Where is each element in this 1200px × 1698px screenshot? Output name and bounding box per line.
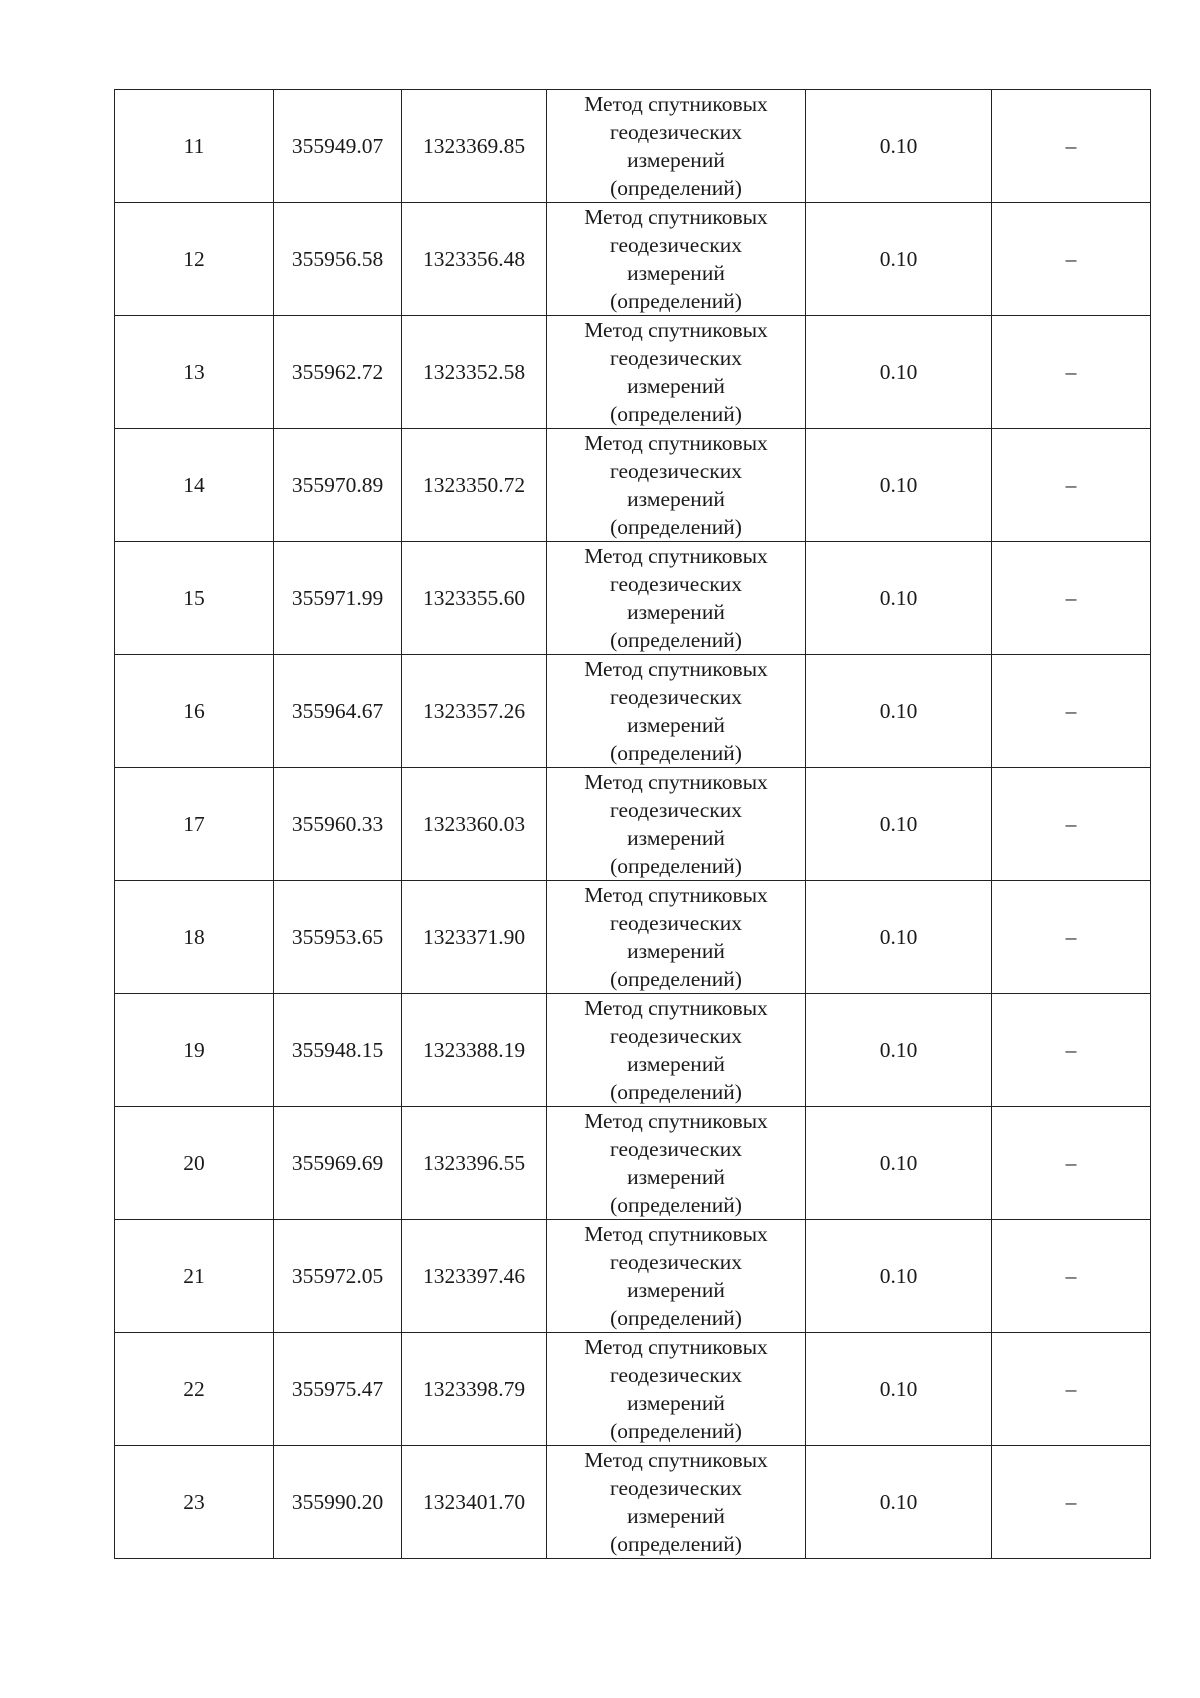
- table-row: [115, 1107, 1151, 1220]
- table-row: [115, 542, 1151, 655]
- method-line: геодезических: [609, 1363, 743, 1387]
- method-line: Метод спутниковых: [584, 92, 768, 116]
- coordinate-x-cell: 355990.20: [274, 1446, 402, 1559]
- coordinate-y-cell: 1323371.90: [402, 881, 547, 994]
- method-line: Метод спутниковых: [584, 1109, 768, 1133]
- method-line: измерений: [627, 1391, 725, 1415]
- method-line: геодезических: [609, 459, 743, 483]
- coordinate-x-cell: 355975.47: [274, 1333, 402, 1446]
- method-line: Метод спутниковых: [584, 1448, 768, 1472]
- method-line: Метод спутниковых: [584, 544, 768, 568]
- point-number-cell: 16: [115, 655, 274, 768]
- accuracy-cell: 0.10: [806, 1333, 992, 1446]
- coordinate-x-cell: 355953.65: [274, 881, 402, 994]
- accuracy-cell: 0.10: [806, 1107, 992, 1220]
- coordinate-y-cell: 1323355.60: [402, 542, 547, 655]
- method-cell: [547, 90, 806, 203]
- coordinate-x-cell: 355949.07: [274, 90, 402, 203]
- method-line: (определений): [610, 402, 742, 426]
- table-row: [115, 768, 1151, 881]
- method-line: измерений: [627, 1165, 725, 1189]
- method-cell: [547, 1107, 806, 1220]
- method-line: геодезических: [609, 1024, 743, 1048]
- method-cell: [547, 1333, 806, 1446]
- point-number-cell: 22: [115, 1333, 274, 1446]
- accuracy-cell: 0.10: [806, 90, 992, 203]
- method-line: Метод спутниковых: [584, 318, 768, 342]
- method-line: измерений: [627, 1052, 725, 1076]
- method-cell: [547, 1446, 806, 1559]
- method-line: (определений): [610, 1532, 742, 1556]
- method-line: (определений): [610, 289, 742, 313]
- point-number-cell: 19: [115, 994, 274, 1107]
- method-line: измерений: [627, 148, 725, 172]
- coordinate-x-cell: 355964.67: [274, 655, 402, 768]
- coordinate-x-cell: 355969.69: [274, 1107, 402, 1220]
- table-row: [115, 1333, 1151, 1446]
- table-row: [115, 881, 1151, 994]
- point-number-cell: 17: [115, 768, 274, 881]
- table-row: [115, 316, 1151, 429]
- method-line: геодезических: [609, 120, 743, 144]
- method-line: измерений: [627, 1504, 725, 1528]
- method-line: Метод спутниковых: [584, 1335, 768, 1359]
- method-line: измерений: [627, 939, 725, 963]
- method-line: измерений: [627, 261, 725, 285]
- method-line: Метод спутниковых: [584, 205, 768, 229]
- method-line: геодезических: [609, 1476, 743, 1500]
- method-cell: [547, 542, 806, 655]
- method-cell: [547, 203, 806, 316]
- description-cell: –: [992, 316, 1151, 429]
- point-number-cell: 13: [115, 316, 274, 429]
- coordinate-x-cell: 355970.89: [274, 429, 402, 542]
- point-number-cell: 23: [115, 1446, 274, 1559]
- method-line: (определений): [610, 741, 742, 765]
- method-line: геодезических: [609, 346, 743, 370]
- point-number-cell: 18: [115, 881, 274, 994]
- accuracy-cell: 0.10: [806, 203, 992, 316]
- method-line: геодезических: [609, 685, 743, 709]
- method-line: измерений: [627, 1278, 725, 1302]
- point-number-cell: 21: [115, 1220, 274, 1333]
- method-line: Метод спутниковых: [584, 1222, 768, 1246]
- coordinate-x-cell: 355972.05: [274, 1220, 402, 1333]
- method-line: (определений): [610, 967, 742, 991]
- method-line: (определений): [610, 1080, 742, 1104]
- coordinate-y-cell: 1323356.48: [402, 203, 547, 316]
- accuracy-cell: 0.10: [806, 881, 992, 994]
- method-line: геодезических: [609, 798, 743, 822]
- point-number-cell: 20: [115, 1107, 274, 1220]
- method-line: (определений): [610, 515, 742, 539]
- coordinate-x-cell: 355956.58: [274, 203, 402, 316]
- method-line: геодезических: [609, 1250, 743, 1274]
- coordinate-y-cell: 1323388.19: [402, 994, 547, 1107]
- coordinate-x-cell: 355971.99: [274, 542, 402, 655]
- description-cell: –: [992, 203, 1151, 316]
- coordinate-x-cell: 355960.33: [274, 768, 402, 881]
- method-cell: [547, 655, 806, 768]
- coordinate-y-cell: 1323398.79: [402, 1333, 547, 1446]
- coordinate-y-cell: 1323397.46: [402, 1220, 547, 1333]
- method-line: Метод спутниковых: [584, 657, 768, 681]
- coordinate-x-cell: 355948.15: [274, 994, 402, 1107]
- table-row: [115, 90, 1151, 203]
- method-line: (определений): [610, 176, 742, 200]
- method-line: Метод спутниковых: [584, 996, 768, 1020]
- method-cell: [547, 1220, 806, 1333]
- method-line: измерений: [627, 374, 725, 398]
- method-line: геодезических: [609, 233, 743, 257]
- method-cell: [547, 429, 806, 542]
- table-row: [115, 429, 1151, 542]
- coordinate-y-cell: 1323360.03: [402, 768, 547, 881]
- point-number-cell: 11: [115, 90, 274, 203]
- coordinate-y-cell: 1323357.26: [402, 655, 547, 768]
- accuracy-cell: 0.10: [806, 655, 992, 768]
- accuracy-cell: 0.10: [806, 542, 992, 655]
- coordinate-x-cell: 355962.72: [274, 316, 402, 429]
- coordinate-y-cell: 1323396.55: [402, 1107, 547, 1220]
- description-cell: –: [992, 768, 1151, 881]
- point-number-cell: 14: [115, 429, 274, 542]
- coordinate-y-cell: 1323401.70: [402, 1446, 547, 1559]
- point-number-cell: 12: [115, 203, 274, 316]
- description-cell: –: [992, 90, 1151, 203]
- method-line: (определений): [610, 1306, 742, 1330]
- method-line: геодезических: [609, 911, 743, 935]
- description-cell: –: [992, 1107, 1151, 1220]
- point-number-cell: 15: [115, 542, 274, 655]
- method-cell: [547, 768, 806, 881]
- method-line: Метод спутниковых: [584, 431, 768, 455]
- accuracy-cell: 0.10: [806, 994, 992, 1107]
- table-row: [115, 655, 1151, 768]
- method-line: (определений): [610, 1419, 742, 1443]
- method-line: геодезических: [609, 572, 743, 596]
- description-cell: –: [992, 542, 1151, 655]
- coordinate-y-cell: 1323369.85: [402, 90, 547, 203]
- coordinates-table: [114, 89, 1151, 1559]
- method-line: измерений: [627, 487, 725, 511]
- accuracy-cell: 0.10: [806, 1446, 992, 1559]
- table-row: [115, 994, 1151, 1107]
- method-line: (определений): [610, 1193, 742, 1217]
- description-cell: –: [992, 1446, 1151, 1559]
- method-cell: [547, 881, 806, 994]
- description-cell: –: [992, 429, 1151, 542]
- coordinates-table-body: [115, 90, 1151, 1559]
- accuracy-cell: 0.10: [806, 429, 992, 542]
- accuracy-cell: 0.10: [806, 316, 992, 429]
- coordinate-y-cell: 1323352.58: [402, 316, 547, 429]
- table-row: [115, 1446, 1151, 1559]
- method-line: измерений: [627, 713, 725, 737]
- accuracy-cell: 0.10: [806, 768, 992, 881]
- method-line: измерений: [627, 826, 725, 850]
- description-cell: –: [992, 994, 1151, 1107]
- method-line: измерений: [627, 600, 725, 624]
- description-cell: –: [992, 1333, 1151, 1446]
- method-line: Метод спутниковых: [584, 883, 768, 907]
- method-cell: [547, 316, 806, 429]
- method-line: (определений): [610, 854, 742, 878]
- description-cell: –: [992, 1220, 1151, 1333]
- accuracy-cell: 0.10: [806, 1220, 992, 1333]
- description-cell: –: [992, 881, 1151, 994]
- description-cell: –: [992, 655, 1151, 768]
- method-cell: [547, 994, 806, 1107]
- method-line: (определений): [610, 628, 742, 652]
- coordinate-y-cell: 1323350.72: [402, 429, 547, 542]
- method-line: геодезических: [609, 1137, 743, 1161]
- method-line: Метод спутниковых: [584, 770, 768, 794]
- table-row: [115, 203, 1151, 316]
- table-row: [115, 1220, 1151, 1333]
